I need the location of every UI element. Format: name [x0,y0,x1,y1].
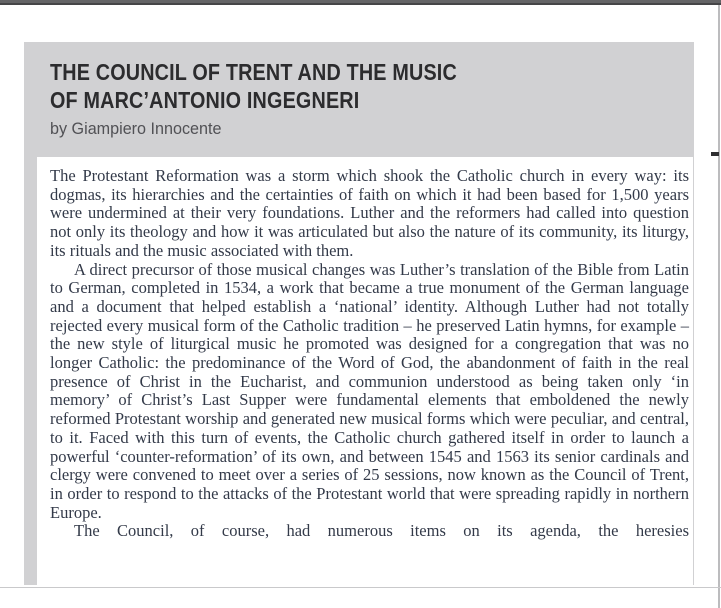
top-border-bar [0,0,721,5]
page-edge-tick [711,152,719,156]
page-cut-rule [0,587,721,588]
article-paragraph: The Council, of course, had numerous items on its agenda, the heresies [74,521,689,541]
article-paragraph: The Protestant Reformation was a storm which shook the Catholic church in every way: its dogmas, its hierarchies and the certainties of faith on which it had been based for 1,500 years were undermined at their very foundations. Luther and the reformers had called into question not only its theology and how it was articulated but also the nature of its community, its liturgy, its rituals and the music associated with them. [50,166,689,260]
window-edge-line [718,5,720,608]
article-title-line1: THE COUNCIL OF TRENT AND THE MUSIC [50,59,457,85]
article-paragraph: A direct precursor of those musical changes was Luther’s translation of the Bible from Latin to German, completed in 1534, a work that became a true monument of the German language and a document that helped establish a ‘national’ identity. Although Luther had not totally rejected every musical form of the Catholic tradition – he preserved Latin hymns, for example – the new style of liturgical music he promoted was designed for a congregation that was no longer Catholic: the predominance of the Word of God, the abandonment of faith in the real presence of Christ in the Eucharist, and communion understood as being taken only ‘in memory’ of Christ’s Last Supper were fundamental elements that emboldened the newly reformed Protestant worship and generated new musical forms which were peculiar, and central, to it. Faced with this turn of events, the Catholic church gathered itself in order to launch a powerful ‘counter-reformation’ of its own, and between 1545 and 1563 its senior cardinals and clergy were convened to meet over a series of 25 sessions, now known as the Council of Trent, in order to respond to the attacks of the Protestant world that were spreading rapidly in northern Europe. [50,259,689,522]
article-title [50,58,694,114]
article-body-box [37,157,693,585]
article-title-line2: OF MARC’ANTONIO INGEGNERI [50,87,360,113]
article-header-panel [24,42,694,585]
article-byline: by Giampiero Innocente [50,119,222,138]
